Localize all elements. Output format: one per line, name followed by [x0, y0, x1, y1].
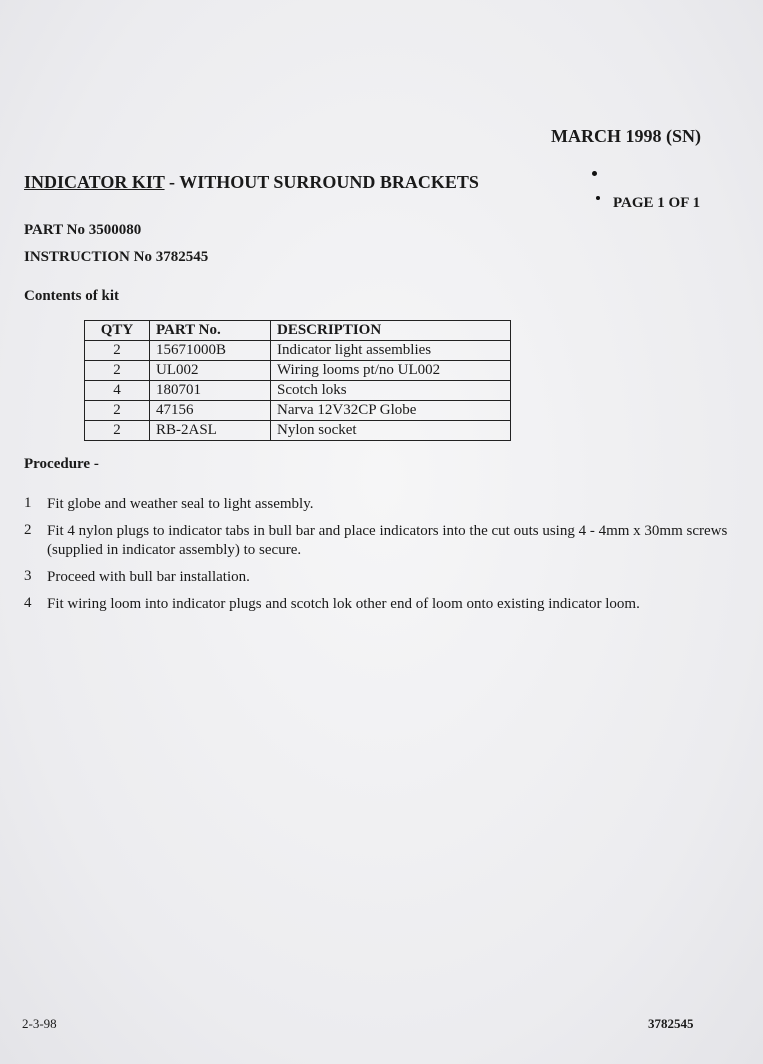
contents-table [84, 320, 511, 441]
procedure-step [24, 595, 754, 614]
instruction-number: INSTRUCTION No 3782545 [24, 249, 209, 265]
cell-qty: 2 [85, 401, 150, 421]
page-number: PAGE 1 OF 1 [613, 195, 701, 211]
step-number: 4 [24, 595, 32, 611]
step-text: Fit globe and weather seal to light assembly. [47, 496, 314, 512]
step-text: Proceed with bull bar installation. [47, 569, 250, 585]
cell-description: Scotch loks [271, 381, 511, 401]
cell-description: Nylon socket [271, 421, 511, 441]
cell-description: Indicator light assemblies [271, 341, 511, 361]
procedure-heading: Procedure - [24, 456, 99, 472]
table-header-row [85, 321, 511, 341]
table-row [85, 381, 511, 401]
step-text: Fit 4 nylon plugs to indicator tabs in bull bar and place indicators into the cut outs using 4 - 4mm x 30mm screws (supplied in indicator assembly) to secure. [47, 523, 728, 558]
step-number: 3 [24, 568, 32, 584]
footer-date: 2-3-98 [22, 1016, 57, 1031]
cell-qty: 2 [85, 421, 150, 441]
cell-description: Wiring looms pt/no UL002 [271, 361, 511, 381]
table-row [85, 401, 511, 421]
cell-part: UL002 [150, 361, 271, 381]
title-underlined: INDICATOR KIT [24, 172, 165, 192]
procedure-step [24, 568, 754, 587]
cell-part: 47156 [150, 401, 271, 421]
cell-part: 15671000B [150, 341, 271, 361]
document-title [24, 172, 479, 193]
footer-doc-number: 3782545 [648, 1016, 694, 1031]
cell-part: RB-2ASL [150, 421, 271, 441]
step-number: 2 [24, 522, 32, 538]
step-number: 1 [24, 495, 32, 511]
step-text: Fit wiring loom into indicator plugs and scotch lok other end of loom onto existing indicator loom. [47, 596, 640, 612]
cell-qty: 4 [85, 381, 150, 401]
title-rest: - WITHOUT SURROUND BRACKETS [164, 172, 479, 192]
bullet-dot [596, 196, 600, 200]
col-description: DESCRIPTION [271, 321, 511, 341]
table-row [85, 361, 511, 381]
contents-heading: Contents of kit [24, 288, 120, 304]
cell-qty: 2 [85, 361, 150, 381]
cell-part: 180701 [150, 381, 271, 401]
bullet-dot [592, 171, 597, 176]
document-date: MARCH 1998 (SN) [551, 126, 701, 146]
col-qty: QTY [85, 321, 150, 341]
cell-qty: 2 [85, 341, 150, 361]
cell-description: Narva 12V32CP Globe [271, 401, 511, 421]
col-part: PART No. [150, 321, 271, 341]
table-row [85, 421, 511, 441]
part-number: PART No 3500080 [24, 222, 142, 238]
procedure-step [24, 522, 754, 560]
procedure-step [24, 495, 754, 514]
table-row [85, 341, 511, 361]
